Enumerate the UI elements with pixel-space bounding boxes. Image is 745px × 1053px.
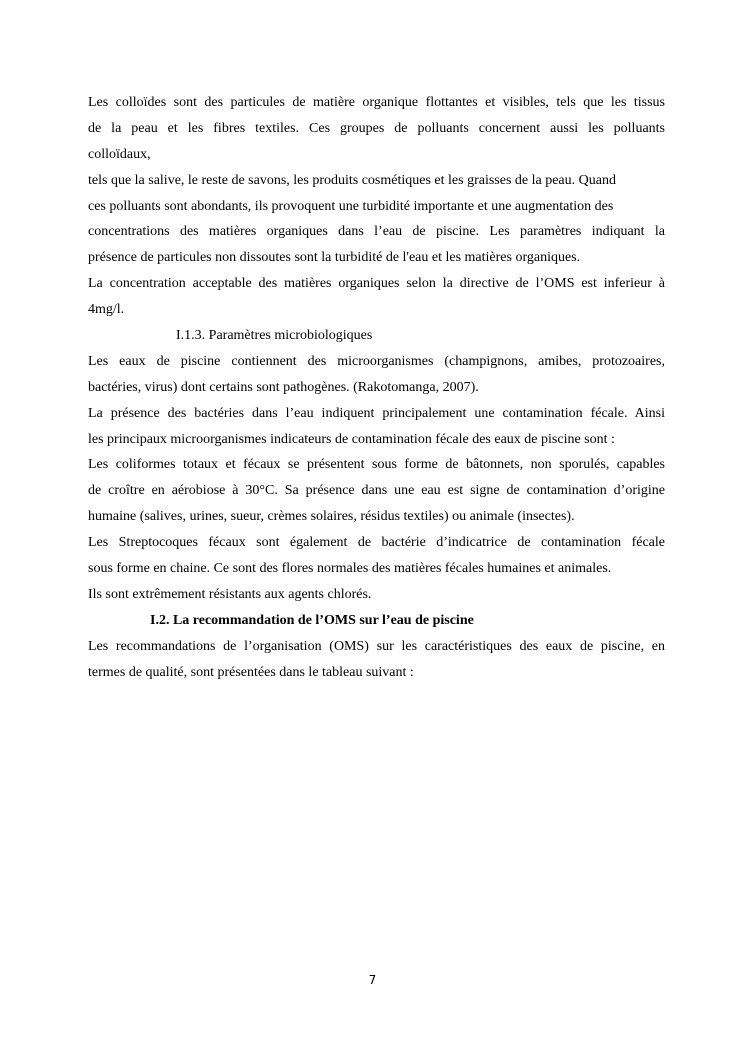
paragraph-line: colloïdaux, xyxy=(88,146,151,162)
paragraph-line: La concentration acceptable des matières organiques selon la directive de l’OMS est inferieur à xyxy=(88,276,665,292)
paragraph-line: de croître en aérobiose à 30°C. Sa présence dans une eau est signe de contamination d’origine xyxy=(88,483,665,499)
paragraph-line: tels que la salive, le reste de savons, les produits cosmétiques et les graisses de la peau. Quand xyxy=(88,172,616,188)
paragraph-line: sous forme en chaine. Ce sont des flores normales des matières fécales humaines et animales. xyxy=(88,561,612,577)
paragraph-line: de la peau et les fibres textiles. Ces groupes de polluants concernent aussi les polluants xyxy=(88,120,665,136)
paragraph-line: présence de particules non dissoutes sont la turbidité de l'eau et les matières organiques. xyxy=(88,250,581,266)
paragraph-line: Ils sont extrêmement résistants aux agents chlorés. xyxy=(88,586,372,602)
paragraph-line: Les Streptocoques fécaux sont également de bactérie d’indicatrice de contamination fécale xyxy=(88,535,665,551)
page-number: 7 xyxy=(368,973,377,987)
paragraph-line: concentrations des matières organiques dans l’eau de piscine. Les paramètres indiquant la xyxy=(88,224,665,240)
paragraph-line: Les eaux de piscine contiennent des microorganismes (champignons, amibes, protozoaires, xyxy=(88,353,665,369)
paragraph-line: La présence des bactéries dans l’eau indiquent principalement une contamination fécale. Ainsi xyxy=(88,405,665,421)
paragraph-line: Les recommandations de l’organisation (OMS) sur les caractéristiques des eaux de piscine, en xyxy=(88,638,665,654)
paragraph-line: bactéries, virus) dont certains sont pathogènes. (Rakotomanga, 2007). xyxy=(88,379,479,395)
section-heading-oms-recommendation: I.2. La recommandation de l’OMS sur l’eau de piscine xyxy=(150,612,474,628)
paragraph-line: humaine (salives, urines, sueur, crèmes solaires, résidus textiles) ou animale (insectes). xyxy=(88,509,575,525)
paragraph-line: Les colloïdes sont des particules de matière organique flottantes et visibles, tels que les tissus xyxy=(88,95,665,110)
document-body xyxy=(88,90,665,685)
paragraph-line: termes de qualité, sont présentées dans le tableau suivant : xyxy=(88,664,414,680)
paragraph-line: les principaux microorganismes indicateurs de contamination fécale des eaux de piscine sont : xyxy=(88,431,615,447)
paragraph-line: 4mg/l. xyxy=(88,302,125,318)
paragraph-line: ces polluants sont abondants, ils provoquent une turbidité importante et une augmentation des xyxy=(88,198,614,214)
paragraph-line: Les coliformes totaux et fécaux se présentent sous forme de bâtonnets, non sporulés, capables xyxy=(88,457,665,473)
section-heading-microbiology: I.1.3. Paramètres microbiologiques xyxy=(176,328,373,344)
